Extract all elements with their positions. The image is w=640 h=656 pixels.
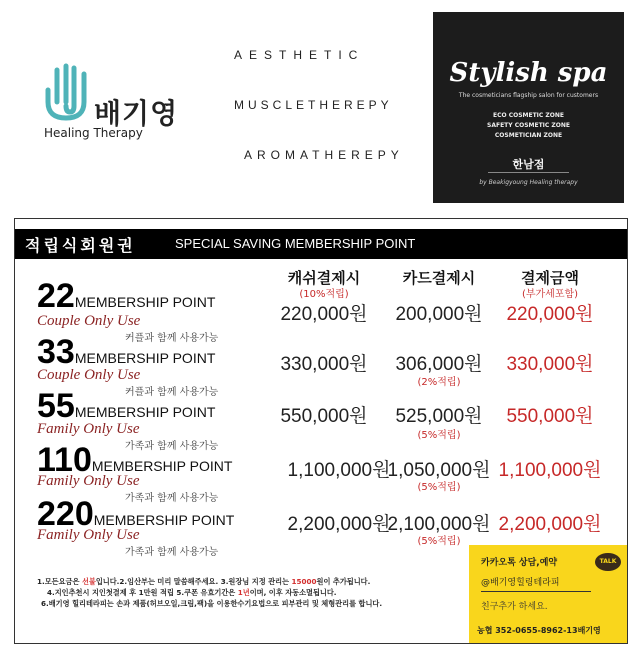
usage-type: Couple Only Use bbox=[37, 313, 141, 329]
usage-type: Family Only Use bbox=[37, 527, 140, 543]
price-cash: 220,000원 bbox=[280, 304, 368, 325]
price-total: 330,000원 bbox=[506, 354, 594, 375]
kakao-contact-box bbox=[469, 545, 627, 643]
usage-type: Couple Only Use bbox=[37, 367, 141, 383]
price-cash: 330,000원 bbox=[280, 354, 368, 375]
card-subtitle: SPECIAL SAVING MEMBERSHIP POINT bbox=[175, 236, 416, 251]
rules-text: 4.지인추천시 지인첫결제 후 1만원 적립 5.쿠폰 유효기간은 bbox=[47, 588, 238, 597]
price-card-note: (5%적립) bbox=[417, 430, 461, 441]
kakao-add-friend: 친구추가 하세요. bbox=[481, 602, 548, 612]
col-header-cash: 캐쉬결제시 bbox=[287, 269, 361, 287]
points-value: 22 bbox=[37, 277, 75, 315]
kakao-consult-label: 카카오톡 상담,예약 bbox=[481, 558, 558, 568]
usage-note: 가족과 함께 사용가능 bbox=[125, 547, 219, 558]
spa-tagline: The cosmeticians flagship salon for customers bbox=[458, 92, 599, 99]
price-card: 200,000원 bbox=[395, 304, 483, 325]
points-label: MEMBERSHIP POINT bbox=[93, 512, 235, 528]
kakao-talk-icon: TALK bbox=[595, 553, 621, 571]
points-label: MEMBERSHIP POINT bbox=[74, 350, 216, 366]
points-label: MEMBERSHIP POINT bbox=[74, 294, 216, 310]
rules-line-2 bbox=[47, 588, 487, 598]
rules-text: 1.모든요금은 bbox=[37, 577, 82, 586]
rules-highlight: 15000 bbox=[291, 577, 317, 586]
spa-zone-eco: ECO COSMETIC ZONE bbox=[493, 112, 564, 119]
col-note-total: (부가세포함) bbox=[521, 289, 579, 300]
rules-text: 입니다.2.임산부는 미리 말씀해주세요. 3.원장님 지정 관리는 bbox=[95, 577, 292, 586]
price-cash: 2,200,000원 bbox=[287, 514, 391, 535]
price-card-note: (5%적립) bbox=[417, 536, 461, 547]
rules-highlight: 선불 bbox=[81, 577, 96, 586]
logo-name: 배기영 bbox=[94, 97, 179, 130]
usage-type: Family Only Use bbox=[37, 473, 140, 489]
price-card: 306,000원 bbox=[395, 354, 483, 375]
usage-note: 가족과 함께 사용가능 bbox=[125, 493, 219, 504]
price-cash: 1,100,000원 bbox=[287, 460, 391, 481]
divider bbox=[488, 172, 569, 173]
price-total: 2,200,000원 bbox=[498, 514, 602, 535]
rules-line-1 bbox=[37, 577, 477, 587]
price-card: 525,000원 bbox=[395, 406, 483, 427]
price-total: 220,000원 bbox=[506, 304, 594, 325]
points-label: MEMBERSHIP POINT bbox=[74, 404, 216, 420]
bank-account: 농협 352-0655-8962-13배기영 bbox=[477, 626, 601, 635]
card-header bbox=[15, 229, 627, 259]
logo-subtitle: Healing Therapy bbox=[44, 126, 143, 140]
price-cash: 550,000원 bbox=[280, 406, 368, 427]
spa-zone-cosmetician: COSMETICIAN ZONE bbox=[494, 132, 563, 139]
col-header-card: 카드결제시 bbox=[402, 269, 476, 287]
col-note-cash: (10%적립) bbox=[299, 289, 349, 300]
price-card-note: (5%적립) bbox=[417, 482, 461, 493]
table-row bbox=[37, 443, 232, 477]
card-title: 적립식회원권 bbox=[25, 236, 136, 255]
service-aesthetic: AESTHETIC bbox=[234, 48, 365, 62]
price-total: 1,100,000원 bbox=[498, 460, 602, 481]
price-card: 2,100,000원 bbox=[387, 514, 491, 535]
kakao-id[interactable]: @배기영힐링테라피 bbox=[481, 578, 560, 588]
spa-by-line: by Beakigyoung Healing therapy bbox=[479, 179, 578, 186]
spa-title: Stylish spa bbox=[449, 58, 608, 88]
rules-text: 이며, 이후 자동소멸됩니다. bbox=[249, 588, 337, 597]
spa-branch: 한남점 bbox=[512, 158, 545, 171]
rules-highlight: 1년 bbox=[237, 588, 250, 597]
service-muscle-therapy: MUSCLETHEREPY bbox=[234, 98, 393, 112]
table-row bbox=[37, 389, 215, 423]
points-value: 110 bbox=[37, 441, 92, 479]
divider bbox=[481, 591, 591, 592]
spa-zone-safety: SAFETY COSMETIC ZONE bbox=[487, 122, 570, 129]
price-total: 550,000원 bbox=[506, 406, 594, 427]
spa-brand-box bbox=[433, 12, 624, 203]
usage-note: 커플과 함께 사용가능 bbox=[125, 333, 219, 344]
points-value: 55 bbox=[37, 387, 75, 425]
service-aroma-therapy: AROMATHEREPY bbox=[244, 148, 404, 162]
price-card: 1,050,000원 bbox=[387, 460, 491, 481]
usage-note: 가족과 함께 사용가능 bbox=[125, 441, 219, 452]
points-label: MEMBERSHIP POINT bbox=[91, 458, 233, 474]
hand-logo-icon bbox=[40, 62, 100, 122]
price-card-note: (2%적립) bbox=[417, 377, 461, 388]
membership-card bbox=[14, 218, 628, 644]
usage-note: 커플과 함께 사용가능 bbox=[125, 387, 219, 398]
table-row bbox=[37, 497, 234, 531]
rules-line-3: 6.배기영 힐리테라피는 손과 제품(허브오일,크림,팩)을 이용한수기요법으로 피부관리 및 체형관리를 합니다. bbox=[41, 599, 383, 608]
usage-type: Family Only Use bbox=[37, 421, 140, 437]
points-value: 220 bbox=[37, 495, 94, 533]
table-row bbox=[37, 335, 215, 369]
col-header-total: 결제금액 bbox=[521, 269, 579, 287]
points-value: 33 bbox=[37, 333, 75, 371]
rules-text: 원이 추가됩니다. bbox=[316, 577, 371, 586]
table-row bbox=[37, 279, 215, 313]
